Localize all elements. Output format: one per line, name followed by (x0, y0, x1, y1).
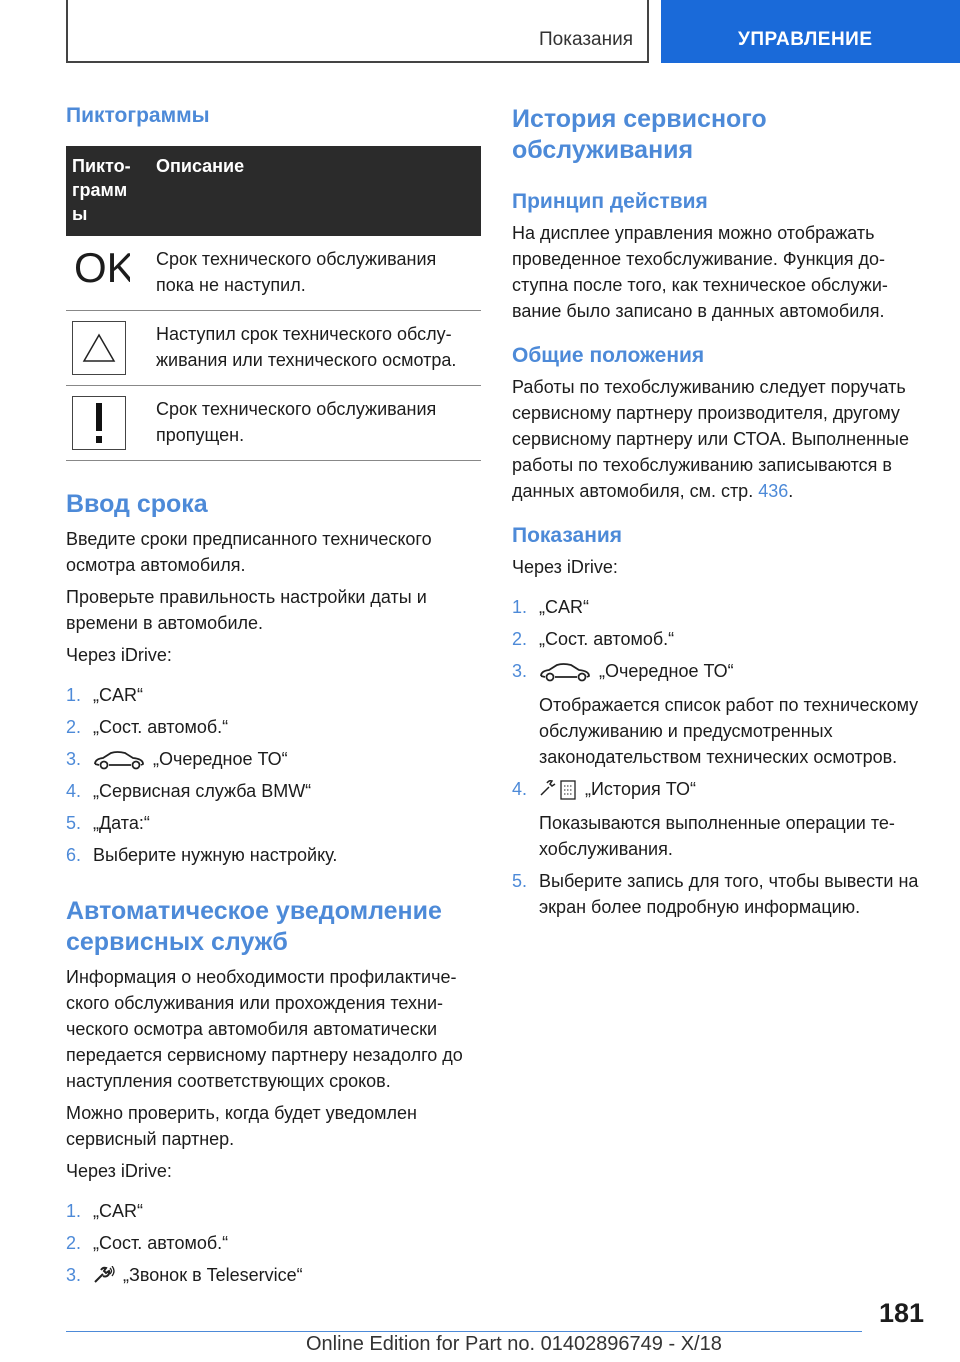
service-history-icon (539, 779, 577, 801)
display-intro: Через iDrive: (512, 557, 618, 577)
auto-notify-steps (66, 1198, 481, 1288)
table-row (66, 311, 481, 386)
list-item: 1. „CAR“ (512, 597, 589, 617)
car-icon (93, 750, 145, 770)
list-item: 1. „CAR“ (66, 1201, 143, 1221)
list-item: 4. „История ТО“ Показываются выполненные операции техобслуживания. (512, 776, 930, 862)
svg-text:OK: OK (74, 246, 130, 286)
date-entry-p1: Введите сроки предписанного технического осмотра автомобиля. (66, 529, 432, 575)
list-item: 2. „Сост. автомоб.“ (512, 629, 675, 649)
list-item: 2. „Сост. автомоб.“ (66, 717, 229, 737)
header-chapter-tab (661, 0, 960, 63)
date-entry-steps (66, 682, 481, 868)
table-row (66, 236, 481, 311)
history-title: История сервисного обслуживания (512, 105, 767, 164)
date-entry-title: Ввод срока (66, 490, 208, 518)
pictogram-cell (66, 386, 150, 461)
list-item: 5. „Дата:“ (66, 813, 150, 833)
pictograms-title: Пиктограммы (66, 104, 210, 127)
right-column (512, 104, 930, 926)
date-entry-p2: Проверьте правильность настройки даты и времени в автомобиле. (66, 587, 427, 633)
ok-icon (72, 246, 130, 286)
row-description: Срок технического обслуживания пропущен. (150, 386, 481, 461)
edition-text: Online Edition for Part no. 01402896749 - X/18 (306, 1333, 722, 1355)
footer-divider (66, 1331, 862, 1332)
table-row (66, 386, 481, 461)
page-number: 181 (878, 1298, 924, 1328)
wrench-call-icon (93, 1266, 115, 1286)
page-link[interactable]: 436 (758, 481, 789, 501)
pictogram-cell (66, 236, 150, 311)
list-item: 6. Выберите нужную настройку. (66, 845, 338, 865)
car-icon (539, 662, 591, 682)
principle-text: На дисплее управления можно отображать проведенное техобслуживание. Функция доступна после того, как техническое обслуживание было записано в данных автомобиля. (512, 223, 888, 321)
pictogram-cell (66, 311, 150, 386)
col-header-icon: Пикто- грамм ы (66, 146, 150, 236)
auto-notify-p3: Через iDrive: (66, 1161, 172, 1181)
left-column (66, 104, 481, 1294)
auto-notify-p1: Информация о необходимости профилактического обслуживания или прохождения технического осмотра автомобиля автоматически передается сервисному партнеру незадолго до наступления соответствующих сроков. (66, 967, 463, 1091)
row-description: Срок технического обслуживания пока не наступил. (150, 236, 481, 311)
col-header-desc: Описание (150, 146, 481, 236)
principle-title: Принцип действия (512, 190, 708, 213)
list-item: 4. „Сервисная служба BMW“ (66, 781, 312, 801)
general-title: Общие положения (512, 344, 705, 367)
auto-notify-p2: Можно проверить, когда будет уведомлен сервисный партнер. (66, 1103, 417, 1149)
row-description: Наступил срок технического обслуживания или технического осмотра. (150, 311, 481, 386)
header-section-label: Показания (539, 29, 633, 50)
list-item: 1. „CAR“ (66, 685, 143, 705)
auto-notify-title: Автоматическое уведомление сервисных служб (66, 897, 442, 956)
step-note: Отображается список работ по техническому обслуживанию и предусмотренных законодательством технических осмотров. (539, 695, 919, 767)
warning-triangle-icon (72, 321, 126, 375)
display-title: Показания (512, 524, 623, 547)
step-note: Показываются выполненные операции техобслуживания. (539, 813, 895, 859)
exclamation-icon (72, 396, 126, 450)
header-section-tab (66, 0, 649, 63)
general-text: Работы по техобслуживанию следует поручать сервисному партнеру производителя, другому сервисному партнеру или СТОА. Выполненные работы по техобслуживанию записываются в данных автомобиля, см. стр. 436. (512, 377, 909, 501)
pictogram-table (66, 146, 481, 461)
table-header-row (66, 146, 481, 236)
list-item: 3. „Очередное ТО“ (66, 749, 288, 769)
list-item: 3. „Очередное ТО“ Отображается список работ по техническому обслуживанию и предусмотренных законодательством технических осмотров. (512, 658, 930, 770)
list-item: 2. „Сост. автомоб.“ (66, 1233, 229, 1253)
list-item: 5. Выберите запись для того, чтобы вывести на экран более подробную информацию. (512, 871, 919, 917)
list-item: 3. „Звонок в Teleservice“ (66, 1265, 303, 1285)
date-entry-p3: Через iDrive: (66, 645, 172, 665)
header-chapter-label: УПРАВЛЕНИЕ (738, 29, 873, 50)
display-steps (512, 594, 930, 920)
